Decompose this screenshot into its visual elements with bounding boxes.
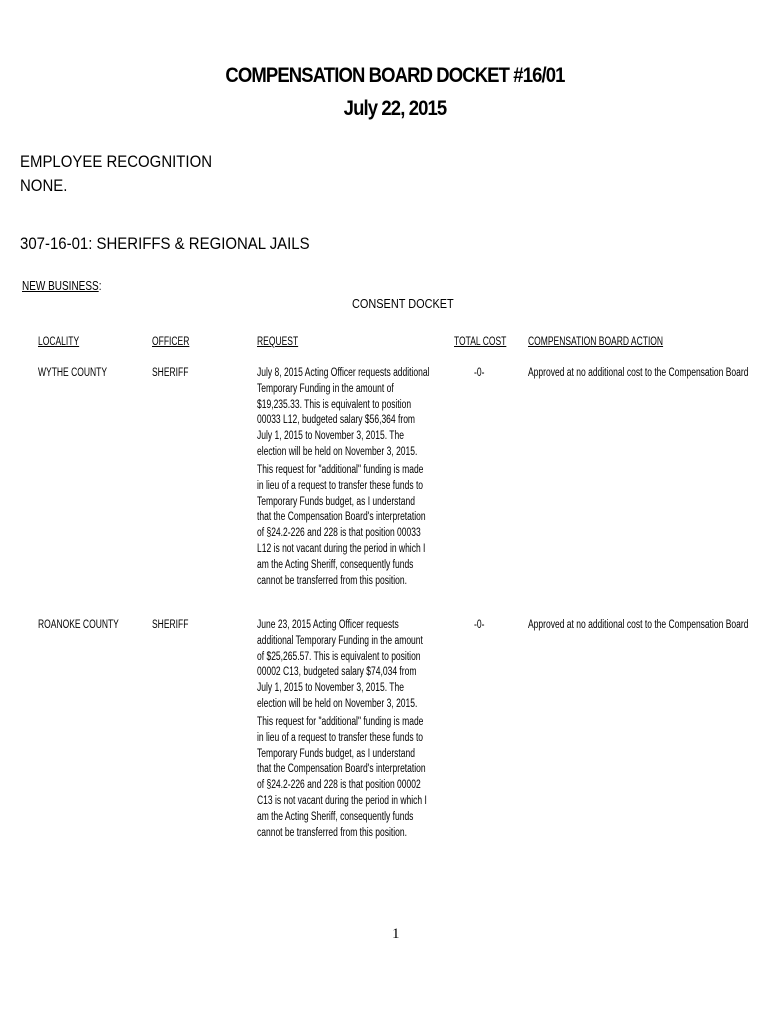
row-board-action: Approved at no additional cost to the Compensation Board bbox=[528, 619, 749, 631]
employee-recognition-heading: EMPLOYEE RECOGNITION bbox=[20, 152, 213, 171]
header-board-action: COMPENSATION BOARD ACTION bbox=[528, 336, 664, 348]
new-business-label bbox=[22, 279, 101, 293]
row-officer: SHERIFF bbox=[152, 619, 189, 631]
row-request-paragraph-2: This request for "additional" funding is made in lieu of a request to transfer these funds to Temporary Funds budget, as I understand that the Compensation Board's interpretation of §24.2-226 and 228 is that position 00033 L12 is not vacant during the period in which I am the Acting Sheriff, consequently funds cannot be transferred from this position. bbox=[257, 464, 426, 587]
row-request-paragraph-1: June 23, 2015 Acting Officer requests additional Temporary Funding in the amount of $25,265.57. This is equivalent to position 00002 C13, budgeted salary $74,034 from July 1, 2015 to November 3, 2015. The election will be held on November 3, 2015. bbox=[257, 619, 423, 710]
page-number: 1 bbox=[392, 926, 400, 942]
section-heading: 307-16-01: SHERIFFS & REGIONAL JAILS bbox=[20, 234, 310, 253]
row-total-cost: -0- bbox=[474, 367, 485, 379]
employee-recognition-value: NONE. bbox=[20, 176, 68, 195]
header-total-cost: TOTAL COST bbox=[454, 336, 507, 348]
new-business-text: NEW BUSINESS bbox=[22, 279, 99, 293]
row-locality: WYTHE COUNTY bbox=[38, 367, 108, 379]
row-board-action: Approved at no additional cost to the Compensation Board bbox=[528, 367, 749, 379]
docket-date: July 22, 2015 bbox=[343, 97, 447, 120]
row-officer: SHERIFF bbox=[152, 367, 189, 379]
new-business-colon: : bbox=[98, 279, 102, 293]
header-request: REQUEST bbox=[257, 336, 299, 348]
row-request-paragraph-1: July 8, 2015 Acting Officer requests additional Temporary Funding in the amount of $19,235.33. This is equivalent to position 00033 L12, budgeted salary $56,364 from July 1, 2015 to November 3, 2015. The election will be held on November 3, 2015. bbox=[257, 367, 430, 458]
row-total-cost: -0- bbox=[474, 619, 485, 631]
row-request-paragraph-2: This request for "additional" funding is made in lieu of a request to transfer these funds to Temporary Funds budget, as I understand that the Compensation Board's interpretation of §24.2-226 and 228 is that position 00002 C13 is not vacant during the period in which I am the Acting Sheriff, consequently funds cannot be transferred from this position. bbox=[257, 716, 427, 839]
header-locality: LOCALITY bbox=[38, 336, 80, 348]
consent-docket-label: CONSENT DOCKET bbox=[352, 296, 454, 311]
row-locality: ROANOKE COUNTY bbox=[38, 619, 119, 631]
docket-title: COMPENSATION BOARD DOCKET #16/01 bbox=[225, 64, 565, 87]
header-officer: OFFICER bbox=[152, 336, 190, 348]
